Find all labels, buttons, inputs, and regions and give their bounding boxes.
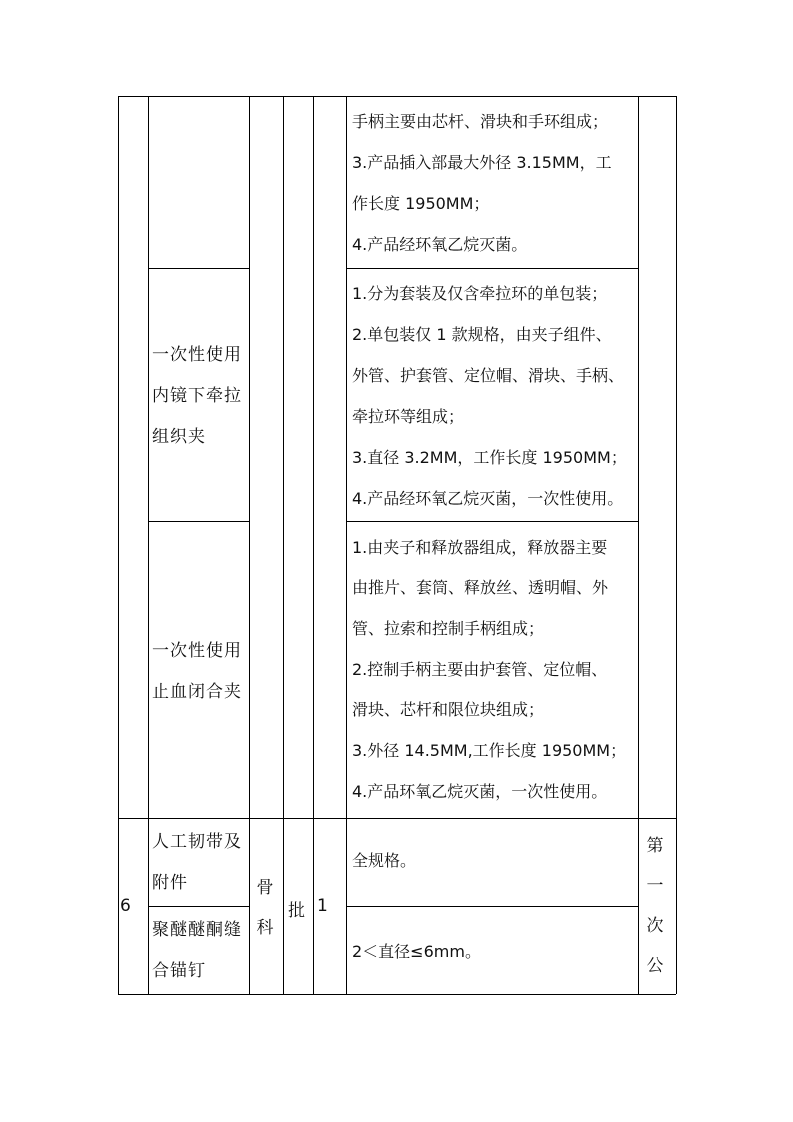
col-line — [346, 96, 347, 994]
table-border-top — [118, 96, 676, 97]
spec-line: 外管、护套管、定位帽、滑块、手柄、 — [352, 366, 625, 385]
note-char: 次 — [646, 916, 664, 936]
spec-line: 滑块、芯杆和限位块组成； — [352, 700, 545, 719]
spec-line: 1.分为套装及仅含牵拉环的单包装； — [352, 284, 608, 303]
product-name-line: 合锚钉 — [152, 961, 206, 981]
batch-cell: 批 — [288, 901, 305, 921]
col-line — [638, 96, 639, 994]
note-char: 公 — [646, 956, 664, 976]
row-divider — [148, 521, 249, 522]
col-line — [249, 96, 250, 994]
row-divider — [118, 818, 676, 819]
product-name-line: 人工韧带及 — [152, 832, 242, 852]
note-char: 一 — [646, 876, 664, 896]
category-char: 科 — [256, 918, 274, 938]
spec-line: 3.产品插入部最大外径 3.15MM，工 — [352, 153, 612, 172]
product-name-line: 附件 — [152, 873, 188, 893]
spec-line: 2＜直径≤6mm。 — [352, 942, 481, 961]
count-cell: 1 — [317, 896, 328, 916]
col-line — [148, 96, 149, 994]
table-border-bottom — [118, 994, 676, 995]
spec-line: 4.产品经环氧乙烷灭菌，一次性使用。 — [352, 489, 624, 508]
product-name-line: 内镜下牵拉 — [152, 386, 242, 406]
product-name-line: 一次性使用 — [152, 641, 242, 661]
category-char: 骨 — [256, 878, 274, 898]
row-divider — [148, 906, 249, 907]
spec-line: 作长度 1950MM； — [352, 194, 490, 213]
product-name-line: 聚醚醚酮缝 — [152, 920, 242, 940]
spec-line: 由推片、套筒、释放丝、透明帽、外 — [352, 578, 609, 597]
spec-line: 3.外径 14.5MM,工作长度 1950MM； — [352, 741, 627, 760]
product-name-line: 组织夹 — [152, 427, 206, 447]
spec-line: 牵拉环等组成； — [352, 407, 465, 426]
spec-line: 2.单包装仅 1 款规格，由夹子组件、 — [352, 325, 612, 344]
row-divider — [346, 268, 638, 269]
spec-line: 管、拉索和控制手柄组成； — [352, 619, 545, 638]
row-divider — [346, 521, 638, 522]
spec-line: 1.由夹子和释放器组成，释放器主要 — [352, 538, 608, 557]
spec-line: 全规格。 — [352, 851, 417, 870]
row-number: 6 — [120, 896, 131, 916]
col-line — [283, 96, 284, 994]
spec-line: 手柄主要由芯杆、滑块和手环组成； — [352, 112, 609, 131]
col-line — [313, 96, 314, 994]
product-name-line: 一次性使用 — [152, 345, 242, 365]
spec-line: 2.控制手柄主要由护套管、定位帽、 — [352, 660, 608, 679]
table-border-right — [676, 96, 677, 994]
spec-line: 4.产品环氧乙烷灭菌，一次性使用。 — [352, 782, 608, 801]
col-line — [118, 96, 119, 994]
product-name-line: 止血闭合夹 — [152, 682, 242, 702]
spec-line: 4.产品经环氧乙烷灭菌。 — [352, 235, 528, 254]
note-char: 第 — [646, 836, 664, 856]
spec-line: 3.直径 3.2MM，工作长度 1950MM； — [352, 448, 627, 467]
row-divider — [346, 906, 638, 907]
row-divider — [148, 268, 249, 269]
